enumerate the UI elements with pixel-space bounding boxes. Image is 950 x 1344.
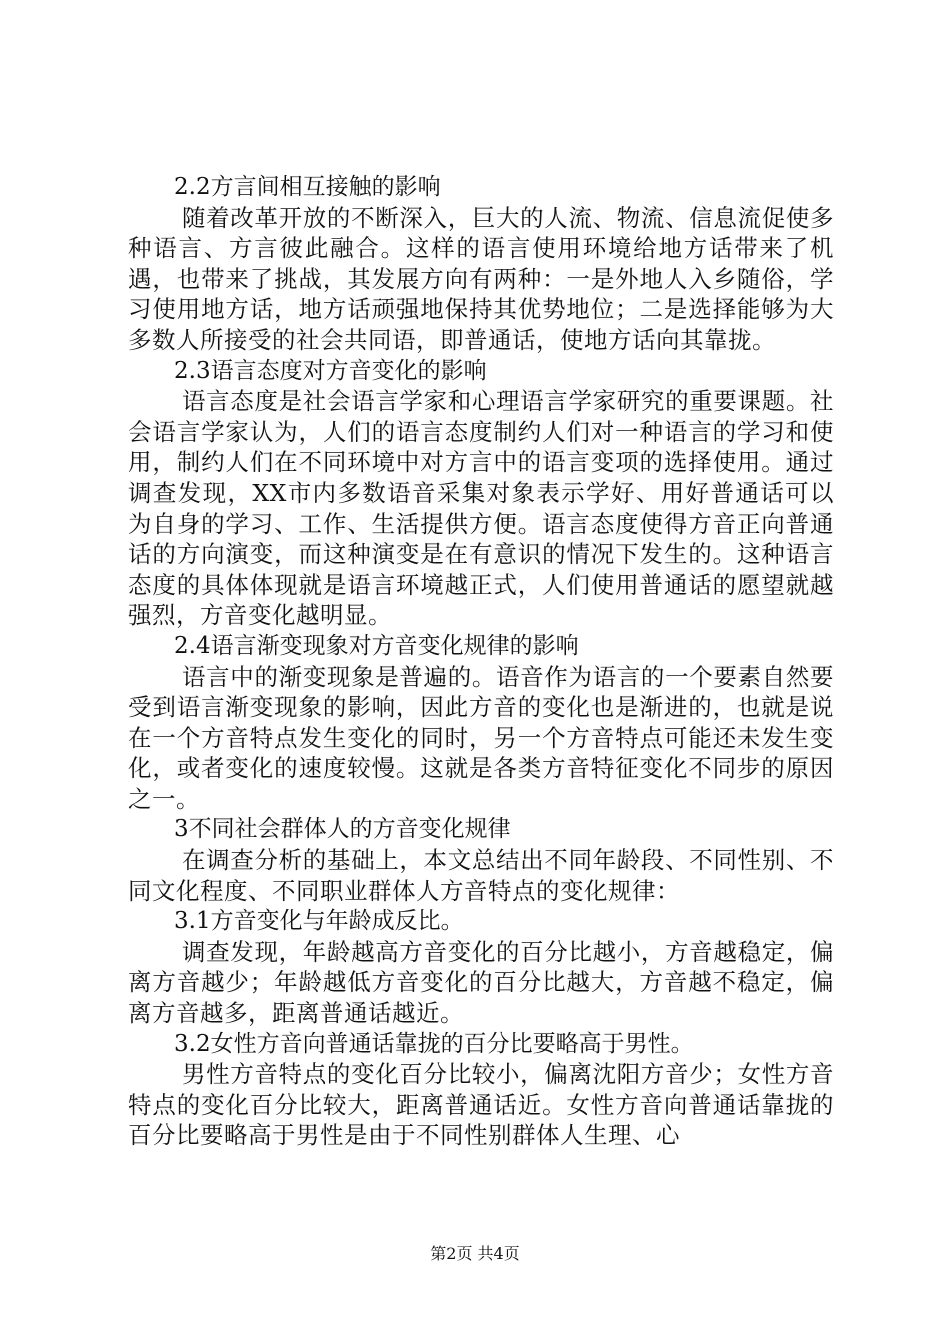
paragraph: 男性方音特点的变化百分比较小，偏离沈阳方音少；女性方音特点的变化百分比较大，距离普通话近。女性方音向普通话靠拢的百分比要略高于男性是由于不同性别群体人生理、心	[128, 1060, 834, 1150]
paragraph: 在调查分析的基础上，本文总结出不同年龄段、不同性别、不同文化程度、不同职业群体人方音特点的变化规律：	[128, 846, 834, 905]
page-footer: 第2页 共4页	[430, 1244, 520, 1263]
section-heading: 2.3语言态度对方音变化的影响	[174, 357, 487, 384]
section-heading: 3.1方音变化与年龄成反比。	[174, 908, 464, 935]
section-heading: 2.2方言间相互接触的影响	[174, 174, 441, 200]
section-heading: 3.2女性方音向普通话靠拢的百分比要略高于男性。	[174, 1030, 694, 1057]
paragraph: 调查发现，年龄越高方音变化的百分比越小，方音越稳定，偏离方音越少；年龄越低方音变化的百分比越大，方音越不稳定，偏离方音越多，距离普通话越近。	[128, 937, 834, 1028]
paragraph: 语言态度是社会语言学家和心理语言学家研究的重要课题。社会语言学家认为，人们的语言态度制约人们对一种语言的学习和使用，制约人们在不同环境中对方言中的语言变项的选择使用。通过调查发现，XX市内多数语音采集对象表示学好、用好普通话可以为自身的学习、工作、生活提供方便。语言态度使得方音正向普通话的方向演变，而这种演变是在有意识的情况下发生的。这种语言态度的具体体现就是语言环境越正式，人们使用普通话的愿望就越强烈，方音变化越明显。	[128, 387, 834, 630]
section-heading: 2.4语言渐变现象对方音变化规律的影响	[174, 632, 579, 659]
document-body	[128, 172, 834, 1151]
section-heading: 3不同社会群体人的方音变化规律	[174, 816, 511, 843]
paragraph: 语言中的渐变现象是普遍的。语音作为语言的一个要素自然要受到语言渐变现象的影响，因此方音的变化也是渐进的，也就是说在一个方音特点发生变化的同时，另一个方音特点可能还未发生变化，或者变化的速度较慢。这就是各类方音特征变化不同步的原因之一。	[128, 662, 834, 813]
paragraph: 随着改革开放的不断深入，巨大的人流、物流、信息流促使多种语言、方言彼此融合。这样的语言使用环境给地方话带来了机遇，也带来了挑战，其发展方向有两种：一是外地人入乡随俗，学习使用地方话，地方话顽强地保持其优势地位；二是选择能够为大多数人所接受的社会共同语，即普通话，使地方话向其靠拢。	[128, 203, 834, 354]
